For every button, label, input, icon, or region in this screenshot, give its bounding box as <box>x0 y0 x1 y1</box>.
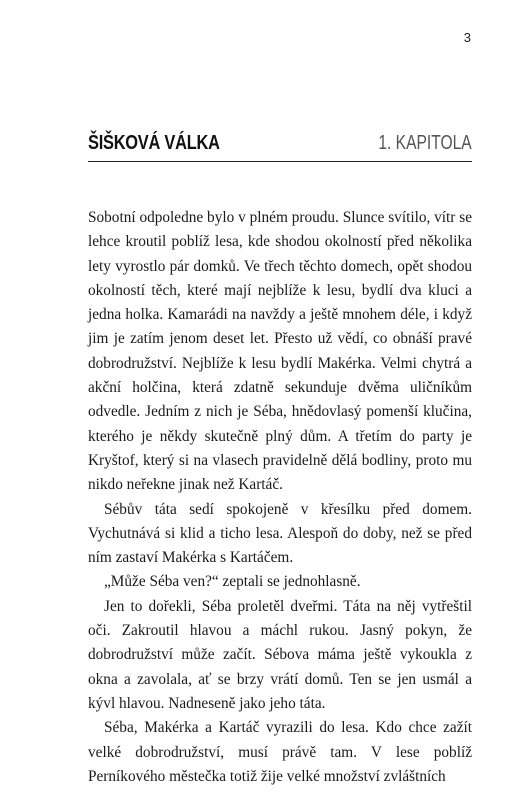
chapter-title: ŠIŠKOVÁ VÁLKA <box>88 132 220 154</box>
paragraph: „Může Séba ven?“ zeptali se jednohlasně. <box>104 573 361 591</box>
chapter-number: 1. KAPITOLA <box>378 132 472 154</box>
paragraph: Sébův táta sedí spokojeně v křesílku před domem. Vychutnává si klid a ticho lesa. Alespoň do doby, než se před ním zastaví Makérka s Kartáčem. <box>88 500 472 567</box>
paragraph: Jen to dořekli, Séba proletěl dveřmi. Táta na něj vytřeštil oči. Zakroutil hlavou a máchl rukou. Jasný pokyn, že dobrodružství může začít. Sébova máma ještě vykoukla z okna a zavolala, ať se brzy vrátí domů. Ten se jen usmál a kývl hlavou. Nadneseně jako jeho táta. <box>88 597 472 712</box>
body-text <box>88 206 472 789</box>
paragraph: Sobotní odpoledne bylo v plném proudu. Slunce svítilo, vítr se lehce kroutil poblíž lesa, kde shodou okolností před několika lety vyrostlo pár domků. Ve třech těchto domech, opět shodou okolností těch, které mají nejblíže k lesu, bydlí dva kluci a jedna holka. Kamarádi na navždy a ještě mnohem déle, i když jim je zatím jenom deset let. Přesto už vědí, co obnáší pravé dobrodružství. Nejblíže k lesu bydlí Makérka. Velmi chytrá a akční holčina, která zdatně sekunduje dvěma uličníkům odvedle. Jedním z nich je Séba, hnědovlasý pomenší klučina, kterého je někdy skutečně plný dům. A třetím do party je Kryštof, který si na vlasech pravidelně dělá bodliny, proto mu nikdo neřekne jinak než Kartáč. <box>88 209 472 494</box>
chapter-divider <box>88 161 472 162</box>
paragraph: Séba, Makérka a Kartáč vyrazili do lesa. Kdo chce zažít velké dobrodružství, musí právě tam. V lese poblíž Perníkového městečka totiž žije velké množství zvláštních <box>88 719 472 785</box>
page-number: 3 <box>463 30 471 45</box>
chapter-header <box>88 132 472 156</box>
